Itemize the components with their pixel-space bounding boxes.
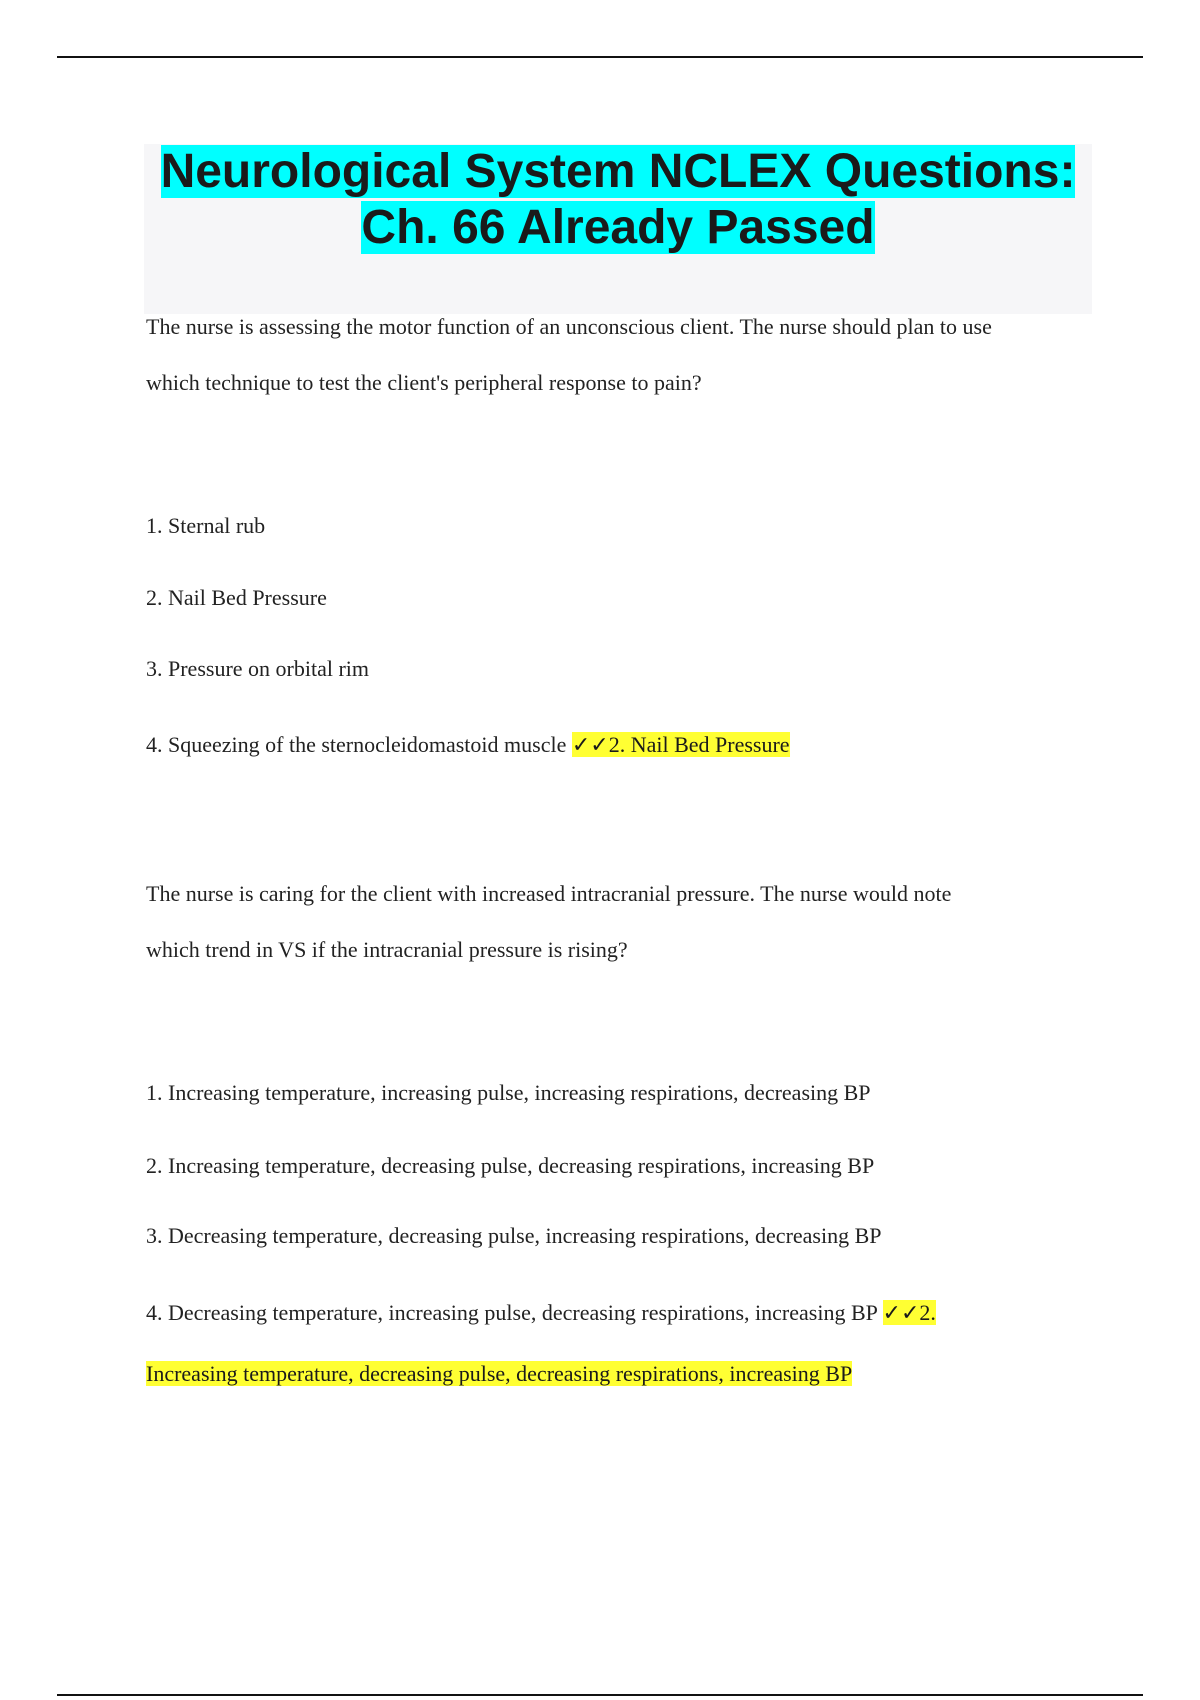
- question-1-option-1: 1. Sternal rub: [146, 513, 266, 538]
- question-2-option-2: 2. Increasing temperature, decreasing pulse, decreasing respirations, increasing BP: [146, 1153, 875, 1178]
- question-1-stem-line-1: The nurse is assessing the motor function of an unconscious client. The nurse should plan to use: [146, 314, 992, 339]
- question-1-stem-line-2: which technique to test the client's peripheral response to pain?: [146, 370, 702, 395]
- question-1-option-3: 3. Pressure on orbital rim: [146, 656, 370, 681]
- question-2-option-3: 3. Decreasing temperature, decreasing pulse, increasing respirations, decreasing BP: [146, 1223, 882, 1248]
- question-2-answer-continued: Increasing temperature, decreasing pulse, decreasing respirations, increasing BP: [146, 1361, 853, 1386]
- question-1-option-4: 4. Squeezing of the sternocleidomastoid muscle: [146, 732, 567, 757]
- question-1-option-2: 2. Nail Bed Pressure: [146, 585, 327, 610]
- question-2-answer-start: ✓✓2.: [882, 1300, 936, 1325]
- title-line-1: Neurological System NCLEX Questions:: [160, 145, 1076, 198]
- question-2-option-1: 1. Increasing temperature, increasing pulse, increasing respirations, decreasing BP: [146, 1080, 871, 1105]
- page-title: [144, 144, 1092, 256]
- top-rule: [57, 56, 1143, 58]
- title-line-2: Ch. 66 Already Passed: [361, 201, 875, 254]
- question-2-answer-line-2: [146, 1361, 852, 1387]
- question-2-stem-line-1: The nurse is caring for the client with increased intracranial pressure. The nurse would note: [146, 881, 952, 906]
- question-2-stem-line-2: which trend in VS if the intracranial pressure is rising?: [146, 937, 628, 962]
- question-1-answer: ✓✓2. Nail Bed Pressure: [571, 732, 790, 757]
- question-1-option-4-line: [146, 732, 790, 758]
- bottom-rule: [57, 1694, 1143, 1696]
- question-2-option-4: 4. Decreasing temperature, increasing pulse, decreasing respirations, increasing BP: [146, 1300, 878, 1325]
- question-2-option-4-line: [146, 1300, 936, 1326]
